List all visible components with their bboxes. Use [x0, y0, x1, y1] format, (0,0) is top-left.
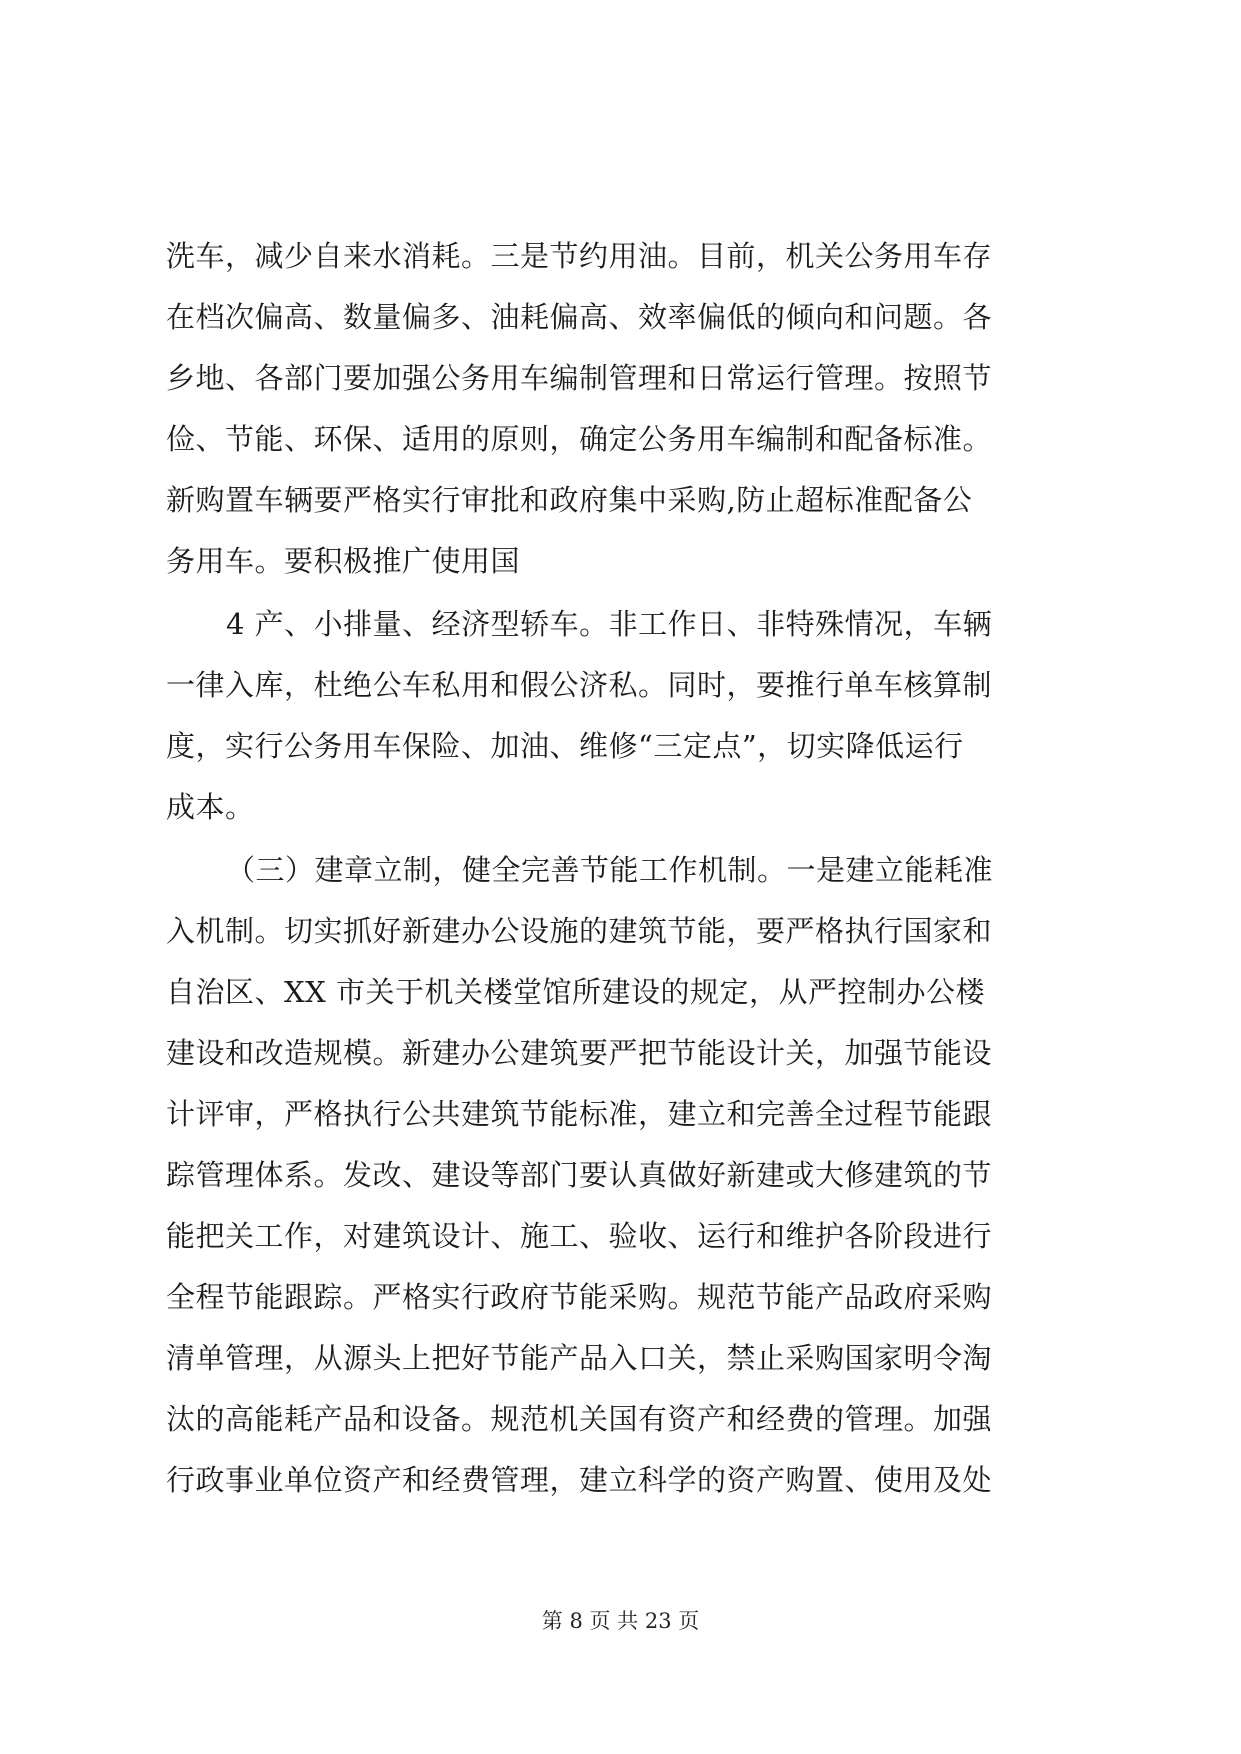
- paragraph-1-line-1: 洗车，减少自来水消耗。三是节约用油。目前，机关公务用车存: [166, 239, 993, 273]
- paragraph-3-line-3: 自治区、XX 市关于机关楼堂馆所建设的规定，从严控制办公楼: [166, 975, 986, 1009]
- paragraph-3-line-11: 行政事业单位资产和经费管理，建立科学的资产购置、使用及处: [166, 1463, 993, 1497]
- paragraph-1-line-4: 俭、节能、环保、适用的原则，确定公务用车编制和配备标准。: [166, 422, 993, 456]
- paragraph-3-line-10: 汰的高能耗产品和设备。规范机关国有资产和经费的管理。加强: [166, 1402, 993, 1436]
- paragraph-3-line-1: （三）建章立制，健全完善节能工作机制。一是建立能耗准: [226, 853, 994, 887]
- paragraph-2-line-3: 度，实行公务用车保险、加油、维修“三定点”，切实降低运行: [166, 729, 964, 763]
- paragraph-3-line-6: 踪管理体系。发改、建设等部门要认真做好新建或大修建筑的节: [166, 1158, 993, 1192]
- paragraph-1-line-6: 务用车。要积极推广使用国: [166, 544, 521, 578]
- paragraph-3-line-2: 入机制。切实抓好新建办公设施的建筑节能，要严格执行国家和: [166, 914, 993, 948]
- paragraph-1-line-3: 乡地、各部门要加强公务用车编制管理和日常运行管理。按照节: [166, 361, 993, 395]
- paragraph-3-line-7: 能把关工作，对建筑设计、施工、验收、运行和维护各阶段进行: [166, 1219, 993, 1253]
- paragraph-1-line-5: 新购置车辆要严格实行审批和政府集中采购,防止超标准配备公: [166, 483, 973, 517]
- paragraph-2-line-4: 成本。: [166, 790, 255, 824]
- paragraph-1-line-2: 在档次偏高、数量偏多、油耗偏高、效率偏低的倾向和问题。各: [166, 300, 993, 334]
- page-number-footer: 第 8 页 共 23 页: [541, 1609, 700, 1633]
- paragraph-3-line-9: 清单管理，从源头上把好节能产品入口关，禁止采购国家明令淘: [166, 1341, 993, 1375]
- paragraph-2-line-2: 一律入库，杜绝公车私用和假公济私。同时，要推行单车核算制: [166, 668, 993, 702]
- paragraph-3-line-4: 建设和改造规模。新建办公建筑要严把节能设计关，加强节能设: [166, 1036, 993, 1070]
- paragraph-3-line-5: 计评审，严格执行公共建筑节能标准，建立和完善全过程节能跟: [166, 1097, 993, 1131]
- paragraph-2-line-1: 4 产、小排量、经济型轿车。非工作日、非特殊情况，车辆: [226, 607, 993, 641]
- paragraph-3-line-8: 全程节能跟踪。严格实行政府节能采购。规范节能产品政府采购: [166, 1280, 993, 1314]
